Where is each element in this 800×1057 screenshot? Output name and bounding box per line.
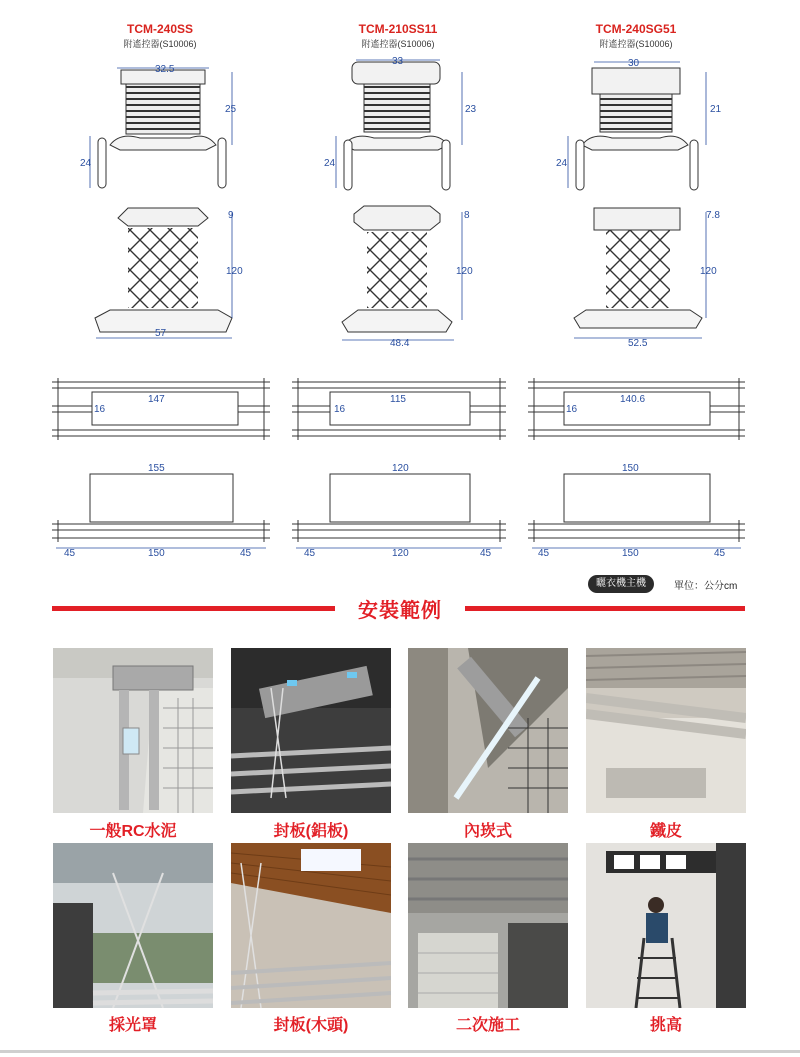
closed-unit-3 <box>568 62 706 190</box>
caption-metal-sheet: 鐵皮 <box>649 823 682 840</box>
section-title: 安裝範例 <box>358 600 442 622</box>
dim-top-1: 9 <box>228 210 234 221</box>
dim-extended-2: 120 <box>456 266 473 277</box>
dim-top-3: 7.8 <box>706 210 720 221</box>
caption-skylight: 採光罩 <box>108 1017 157 1034</box>
dim-closed-width-1: 32.5 <box>155 64 175 75</box>
dim-rod-right-2: 45 <box>480 548 492 559</box>
caption-recessed: 內崁式 <box>463 823 512 840</box>
footer-divider <box>0 1050 800 1053</box>
dim-plate-length-2: 115 <box>390 394 406 405</box>
example-photo-wood <box>231 843 391 1008</box>
dim-plate-length-1: 147 <box>148 394 165 405</box>
top-view-3 <box>528 378 745 440</box>
model-remote-1: 附遙控器(S10006) <box>123 39 197 49</box>
dim-extended-3: 120 <box>700 266 717 277</box>
dim-extended-1: 120 <box>226 266 243 277</box>
dim-base-2: 48.4 <box>390 338 410 349</box>
example-photo-retrofit <box>408 843 568 1008</box>
caption-rc: 一般RC水泥 <box>89 823 177 840</box>
dim-frame-2: 120 <box>392 463 409 474</box>
dim-closed-width-3: 30 <box>628 58 640 69</box>
dim-rod-mid-2: 120 <box>392 548 409 559</box>
dim-plate-length-3: 140.6 <box>620 394 646 405</box>
section-divider-right <box>465 606 745 611</box>
model-remote-3: 附遙控器(S10006) <box>599 39 673 49</box>
extended-unit-3 <box>574 208 706 338</box>
dim-plate-depth-3: 16 <box>566 404 578 415</box>
side-view-1 <box>52 474 270 548</box>
dim-top-2: 8 <box>464 210 470 221</box>
dim-rod-mid-1: 150 <box>148 548 165 559</box>
example-photo-high-ceiling <box>586 843 746 1008</box>
example-photo-aluminum <box>231 648 391 813</box>
dim-closed-width-2: 33 <box>392 56 404 67</box>
example-photo-skylight <box>53 843 213 1008</box>
top-view-2 <box>292 378 506 440</box>
model-title-2: TCM-210SS11 <box>358 22 438 36</box>
top-view-1 <box>52 378 270 440</box>
dim-bracket-2: 24 <box>324 158 336 169</box>
dim-closed-height-2: 23 <box>465 104 477 115</box>
unit-label: 單位：公分cm <box>674 581 738 592</box>
dim-plate-depth-1: 16 <box>94 404 106 415</box>
caption-aluminum: 封板(鋁板) <box>273 823 349 840</box>
closed-unit-2 <box>336 60 462 190</box>
dim-rod-right-3: 45 <box>714 548 726 559</box>
caption-wood: 封板(木頭) <box>273 1017 349 1034</box>
model-title-1: TCM-240SS <box>126 22 194 36</box>
dim-bracket-1: 24 <box>80 158 92 169</box>
closed-unit-1 <box>90 68 232 188</box>
side-view-2 <box>292 474 506 548</box>
dim-frame-3: 150 <box>622 463 639 474</box>
dim-rod-left-2: 45 <box>304 548 316 559</box>
dim-base-1: 57 <box>155 328 167 339</box>
dim-bracket-3: 24 <box>556 158 568 169</box>
caption-high-ceiling: 挑高 <box>649 1017 682 1034</box>
dim-closed-height-1: 25 <box>225 104 237 115</box>
dim-closed-height-3: 21 <box>710 104 722 115</box>
dim-rod-right-1: 45 <box>240 548 252 559</box>
extended-unit-2 <box>342 206 462 340</box>
dim-rod-left-1: 45 <box>64 548 76 559</box>
caption-retrofit: 二次施工 <box>455 1017 520 1034</box>
model-title-3: TCM-240SG51 <box>595 22 677 36</box>
dim-base-3: 52.5 <box>628 338 648 349</box>
dim-frame-1: 155 <box>148 463 165 474</box>
dim-rod-left-3: 45 <box>538 548 550 559</box>
section-divider-left <box>52 606 335 611</box>
example-photo-rc <box>53 648 213 813</box>
example-photo-recessed <box>408 648 568 813</box>
extended-unit-1 <box>95 208 232 338</box>
main-unit-badge: 曬衣機主機 <box>588 575 654 593</box>
side-view-3 <box>528 474 745 548</box>
dim-rod-mid-3: 150 <box>622 548 639 559</box>
dim-plate-depth-2: 16 <box>334 404 346 415</box>
example-photo-metal-sheet <box>586 648 746 813</box>
model-remote-2: 附遙控器(S10006) <box>361 39 435 49</box>
